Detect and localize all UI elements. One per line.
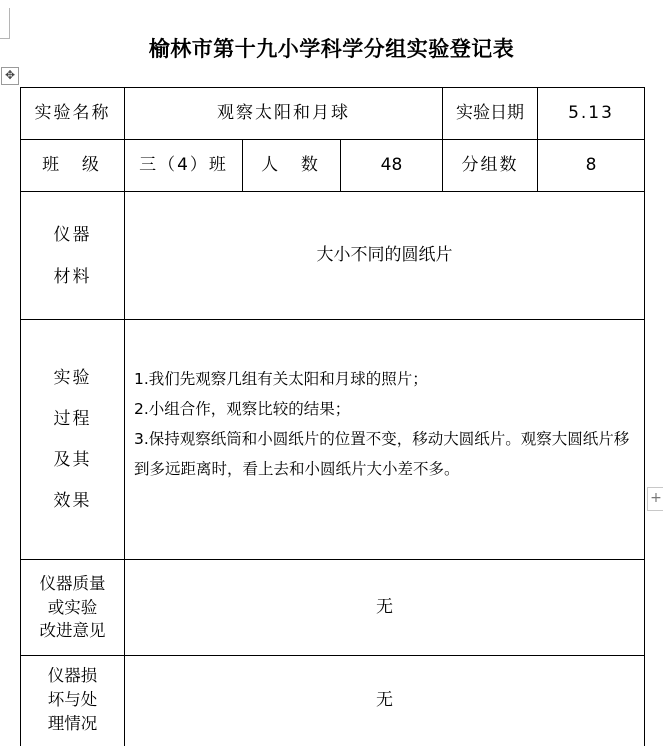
headcount-value[interactable]: 48 — [380, 155, 403, 176]
damage-label: 仪器损 坏与处 理情况 — [47, 666, 98, 733]
quality-label: 仪器质量 或实验 改进意见 — [39, 573, 106, 641]
add-row-plus-icon[interactable]: + — [647, 487, 663, 511]
experiment-date-label: 实验日期 — [456, 103, 524, 124]
document-title: 榆林市第十九小学科学分组实验登记表 — [148, 37, 515, 61]
process-step: 2.小组合作，观察比较的结果； — [134, 400, 351, 418]
process-step: 1.我们先观察几组有关太阳和月球的照片； — [134, 370, 428, 388]
quality-value[interactable]: 无 — [376, 597, 393, 618]
experiment-name-label: 实验名称 — [34, 103, 111, 124]
groups-value[interactable]: 8 — [585, 155, 597, 176]
experiment-name-value[interactable]: 观察太阳和月球 — [217, 103, 350, 124]
groups-label: 分组数 — [461, 155, 519, 176]
table-move-handle-icon[interactable]: ✥ — [1, 67, 19, 85]
materials-label: 仪器 材料 — [53, 224, 92, 287]
damage-value[interactable]: 无 — [376, 690, 393, 710]
headcount-label: 人 数 — [261, 155, 322, 176]
materials-value[interactable]: 大小不同的圆纸片 — [316, 245, 453, 266]
process-label: 实验 过程 及其 效果 — [53, 367, 92, 511]
process-content[interactable] — [125, 320, 644, 559]
class-value[interactable]: 三（4）班 — [139, 155, 228, 176]
class-label: 班 级 — [42, 155, 103, 176]
experiment-date-value[interactable]: 5.13 — [568, 103, 614, 124]
process-step: 3.保持观察纸筒和小圆纸片的位置不变，移动大圆纸片。观察大圆纸片移到多远距离时，看上去和小圆纸片大小差不多。 — [134, 430, 630, 478]
